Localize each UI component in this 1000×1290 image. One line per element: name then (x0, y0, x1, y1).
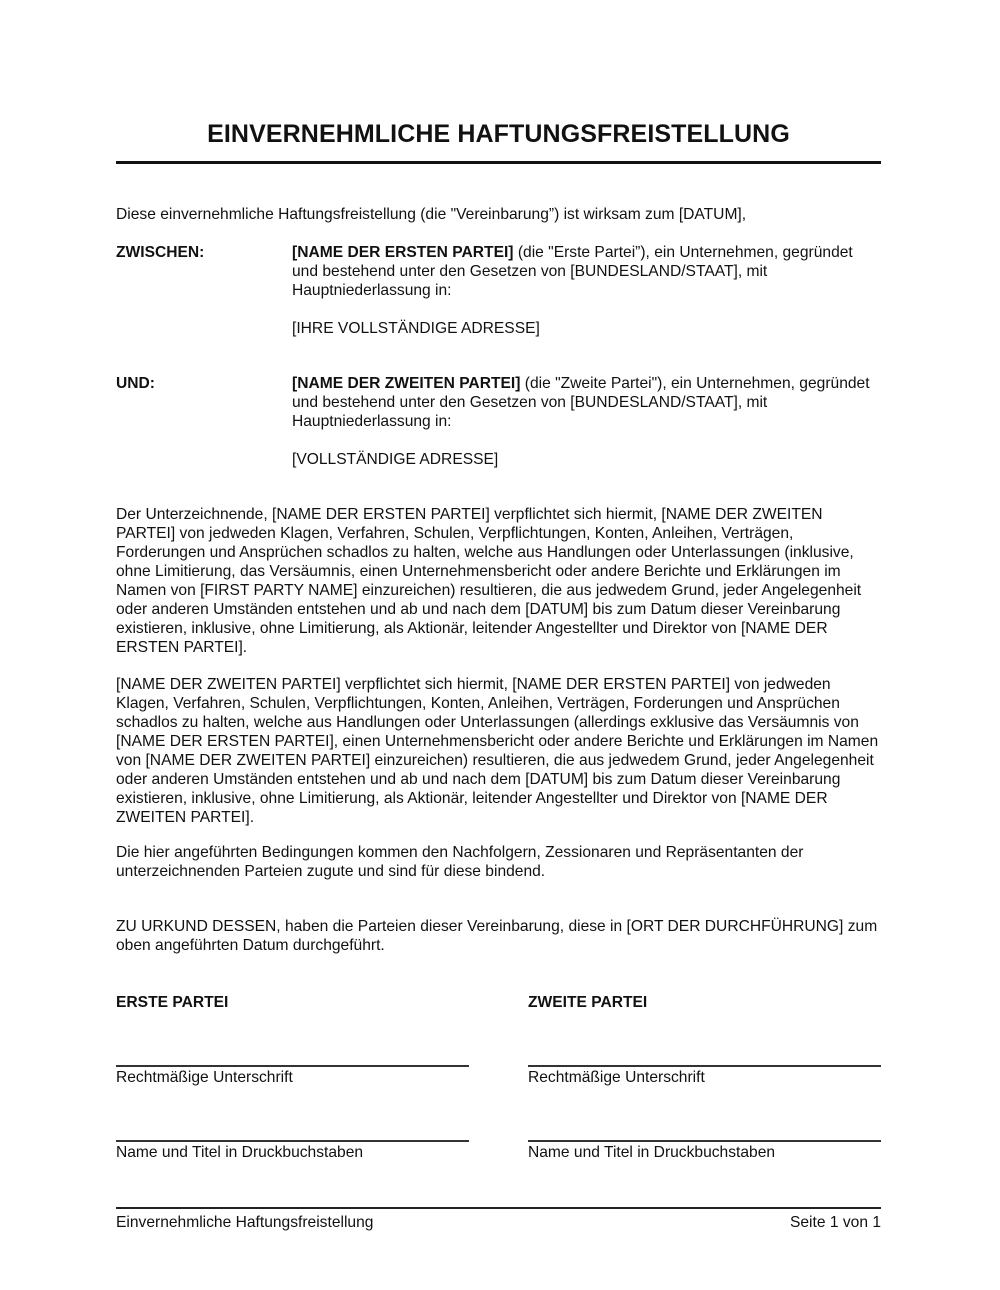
party-description-second (292, 374, 882, 431)
party-label-between: ZWISCHEN: (116, 244, 205, 261)
document-title: EINVERNEHMLICHE HAFTUNGSFREISTELLUNG (207, 120, 790, 148)
footer-page-number: Seite 1 von 1 (789, 1214, 881, 1231)
party-details-second: (die "Zweite Partei"), ein Unternehmen, gegründet und bestehend unter den Gesetzen von [BUNDESLAND/STAAT], mit Hauptniederlassung in: (292, 375, 870, 430)
party-name-first: [NAME DER ERSTEN PARTEI] (292, 244, 514, 261)
party-body-second (292, 374, 882, 469)
party-details-first: (die "Erste Partei”), ein Unternehmen, gegründet und bestehend unter den Gesetzen von [BUNDESLAND/STAAT], mit Hauptniederlassung in: (292, 244, 853, 299)
title-divider (116, 161, 881, 164)
signature-line-first[interactable] (116, 1065, 469, 1067)
party-name-second: [NAME DER ZWEITEN PARTEI] (292, 375, 521, 392)
signature-line-second[interactable] (528, 1065, 881, 1067)
signature-heading-first: ERSTE PARTEI (116, 994, 229, 1011)
signature-heading-second: ZWEITE PARTEI (528, 994, 648, 1011)
indemnity-paragraph-first: Der Unterzeichnende, [NAME DER ERSTEN PARTEI] verpflichtet sich hiermit, [NAME DER ZWEITEN PARTEI] von jedweden Klagen, Verfahren, Schulen, Verpflichtungen, Konten, Anleihen, Verträgen, Forderungen und Ansprüchen schadlos zu halten, welche aus Handlungen oder Unterlassungen (inklusive, ohne Limitierung, das Versäumnis, einen Unternehmensbericht oder andere Berichte und Erklärungen im Namen von [FIRST PARTY NAME] einzureichen) resultieren, die aus jedwedem Grund, jeder Angelegenheit oder anderen Umständen entstehen und ab und nach dem [DATUM] bis zum Datum dieser Vereinbarung existieren, inklusive, ohne Limitierung, als Aktionär, leitender Angestellter und Direktor von [NAME DER ERSTEN PARTEI]. (116, 506, 862, 656)
binding-effect-paragraph: Die hier angeführten Bedingungen kommen den Nachfolgern, Zessionaren und Repräsentanten der unterzeichnenden Parteien zugute und sind für diese bindend. (116, 844, 804, 880)
footer-divider (116, 1207, 881, 1209)
party-label-and: UND: (116, 375, 155, 392)
intro-paragraph: Diese einvernehmliche Haftungsfreistellung (die "Vereinbarung”) ist wirksam zum [DATUM], (116, 206, 747, 223)
party-description-first (292, 243, 882, 300)
signature-caption-first: Rechtmäßige Unterschrift (116, 1069, 293, 1086)
printed-name-line-second[interactable] (528, 1140, 881, 1142)
party-address-second: [VOLLSTÄNDIGE ADRESSE] (292, 451, 499, 468)
witness-paragraph: ZU URKUND DESSEN, haben die Parteien dieser Vereinbarung, diese in [ORT DER DURCHFÜHRUNG] zum oben angeführten Datum durchgeführt. (116, 918, 878, 954)
signature-caption-second: Rechtmäßige Unterschrift (528, 1069, 705, 1086)
printed-name-line-first[interactable] (116, 1140, 469, 1142)
indemnity-paragraph-second: [NAME DER ZWEITEN PARTEI] verpflichtet sich hiermit, [NAME DER ERSTEN PARTEI] von jedweden Klagen, Verfahren, Schulen, Verpflichtungen, Konten, Anleihen, Verträgen, Forderungen und Ansprüchen schadlos zu halten, welche aus Handlungen oder Unterlassungen (allerdings exklusive das Versäumnis von [NAME DER ERSTEN PARTEI], einen Unternehmensbericht oder andere Berichte und Erklärungen im Namen von [NAME DER ZWEITEN PARTEI] einzureichen) resultieren, die aus jedwedem Grund, jeder Angelegenheit oder anderen Umständen entstehen und ab und nach dem [DATUM] bis zum Datum dieser Vereinbarung existieren, inklusive, ohne Limitierung, als Aktionär, leitender Angestellter und Direktor von [NAME DER ZWEITEN PARTEI]. (116, 676, 879, 826)
party-body-first (292, 243, 882, 338)
party-address-first: [IHRE VOLLSTÄNDIGE ADRESSE] (292, 320, 540, 337)
printed-name-caption-second: Name und Titel in Druckbuchstaben (528, 1144, 776, 1161)
printed-name-caption-first: Name und Titel in Druckbuchstaben (116, 1144, 364, 1161)
footer-document-name: Einvernehmliche Haftungsfreistellung (116, 1214, 374, 1231)
